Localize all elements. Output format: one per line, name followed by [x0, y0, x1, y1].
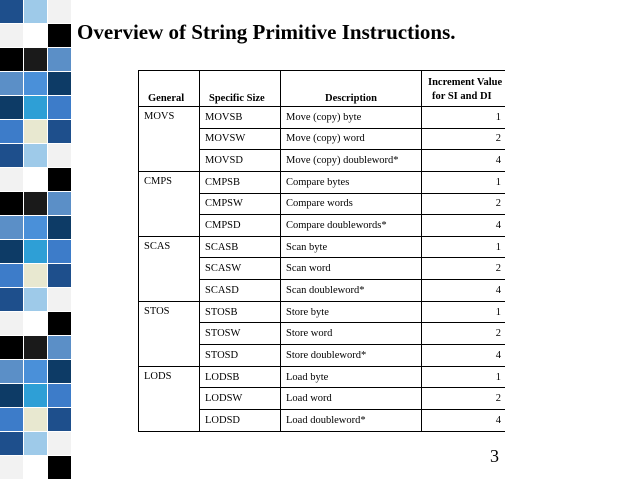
strip-tile [48, 192, 72, 216]
general-instruction-cell: STOS [139, 301, 200, 366]
strip-tile [24, 120, 48, 144]
strip-tile [24, 168, 48, 192]
strip-tile [48, 456, 72, 480]
description-cell: Move (copy) word [281, 128, 422, 150]
strip-tile [24, 408, 48, 432]
description-cell: Compare doublewords* [281, 215, 422, 237]
strip-tile [0, 312, 24, 336]
strip-tile [24, 216, 48, 240]
page-number: 3 [490, 446, 499, 466]
increment-cell: 1 [422, 236, 506, 258]
header-increment-value [422, 71, 506, 107]
strip-tile [0, 120, 24, 144]
increment-cell: 4 [422, 280, 506, 302]
table-body [139, 107, 506, 432]
strip-tile [48, 264, 72, 288]
strip-tile [24, 240, 48, 264]
description-cell: Move (copy) doubleword* [281, 150, 422, 172]
strip-tile [0, 0, 24, 24]
strip-tile [24, 360, 48, 384]
strip-tile [0, 96, 24, 120]
increment-cell: 2 [422, 193, 506, 215]
header-general: General [139, 71, 200, 107]
strip-tile [24, 24, 48, 48]
strip-tile [48, 336, 72, 360]
strip-tile [24, 456, 48, 480]
strip-tile [24, 384, 48, 408]
increment-cell: 4 [422, 150, 506, 172]
strip-tile [0, 456, 24, 480]
strip-tile [24, 264, 48, 288]
specific-size-cell: LODSB [200, 366, 281, 388]
strip-tile [48, 24, 72, 48]
strip-tile [48, 288, 72, 312]
strip-tile [0, 216, 24, 240]
table-row [139, 107, 506, 129]
strip-tile [0, 192, 24, 216]
strip-tile [48, 168, 72, 192]
strip-tile [0, 360, 24, 384]
description-cell: Move (copy) byte [281, 107, 422, 129]
header-description: Description [281, 71, 422, 107]
strip-tile [48, 432, 72, 456]
specific-size-cell: LODSW [200, 388, 281, 410]
specific-size-cell: MOVSD [200, 150, 281, 172]
specific-size-cell: SCASW [200, 258, 281, 280]
strip-tile [24, 336, 48, 360]
increment-cell: 4 [422, 345, 506, 367]
general-instruction-cell: SCAS [139, 236, 200, 301]
specific-size-cell: STOSD [200, 345, 281, 367]
strip-tile [48, 144, 72, 168]
table-header-row [139, 71, 506, 107]
strip-tile [0, 144, 24, 168]
strip-tile [48, 96, 72, 120]
header-increment-line2: for SI and DI [432, 91, 492, 102]
header-increment-line1: Increment Value [428, 77, 503, 88]
strip-tile [0, 168, 24, 192]
strip-tile [24, 0, 48, 24]
strip-tile [24, 312, 48, 336]
strip-tile [24, 96, 48, 120]
strip-tile [24, 48, 48, 72]
general-instruction-cell: LODS [139, 366, 200, 431]
description-cell: Scan doubleword* [281, 280, 422, 302]
strip-tile [0, 432, 24, 456]
slide-title: Overview of String Primitive Instructions. [77, 20, 456, 44]
strip-tile [0, 336, 24, 360]
strip-tile [48, 360, 72, 384]
strip-tile [24, 72, 48, 96]
string-primitives-table [138, 70, 505, 432]
strip-tile [0, 408, 24, 432]
strip-tile [0, 384, 24, 408]
strip-tile [0, 48, 24, 72]
description-cell: Store word [281, 323, 422, 345]
strip-tile [48, 240, 72, 264]
specific-size-cell: LODSD [200, 409, 281, 431]
strip-tile [0, 72, 24, 96]
description-cell: Scan byte [281, 236, 422, 258]
increment-cell: 2 [422, 128, 506, 150]
strip-tile [48, 120, 72, 144]
strip-tile [48, 72, 72, 96]
strip-tile [48, 48, 72, 72]
table-row [139, 236, 506, 258]
description-cell: Load doubleword* [281, 409, 422, 431]
increment-cell: 2 [422, 323, 506, 345]
description-cell: Store doubleword* [281, 345, 422, 367]
table-row [139, 171, 506, 193]
strip-tile [0, 240, 24, 264]
increment-cell: 4 [422, 215, 506, 237]
strip-tile [24, 192, 48, 216]
strip-tile [24, 144, 48, 168]
specific-size-cell: SCASD [200, 280, 281, 302]
description-cell: Compare words [281, 193, 422, 215]
increment-cell: 1 [422, 301, 506, 323]
decorative-side-strip [0, 0, 72, 479]
table-row [139, 366, 506, 388]
strip-tile [24, 432, 48, 456]
specific-size-cell: CMPSD [200, 215, 281, 237]
strip-tile [0, 24, 24, 48]
specific-size-cell: STOSW [200, 323, 281, 345]
increment-cell: 1 [422, 107, 506, 129]
strip-tile [48, 312, 72, 336]
specific-size-cell: SCASB [200, 236, 281, 258]
specific-size-cell: STOSB [200, 301, 281, 323]
specific-size-cell: MOVSW [200, 128, 281, 150]
description-cell: Load word [281, 388, 422, 410]
description-cell: Compare bytes [281, 171, 422, 193]
specific-size-cell: CMPSW [200, 193, 281, 215]
general-instruction-cell: CMPS [139, 171, 200, 236]
instruction-table-container [138, 70, 505, 432]
description-cell: Scan word [281, 258, 422, 280]
header-specific-size: Specific Size [200, 71, 281, 107]
strip-tile [24, 288, 48, 312]
strip-tile [0, 264, 24, 288]
increment-cell: 1 [422, 366, 506, 388]
increment-cell: 2 [422, 258, 506, 280]
increment-cell: 2 [422, 388, 506, 410]
description-cell: Store byte [281, 301, 422, 323]
strip-tile [0, 288, 24, 312]
description-cell: Load byte [281, 366, 422, 388]
strip-tile [48, 384, 72, 408]
specific-size-cell: MOVSB [200, 107, 281, 129]
table-row [139, 301, 506, 323]
strip-tile [48, 408, 72, 432]
increment-cell: 1 [422, 171, 506, 193]
strip-tile [48, 0, 72, 24]
strip-tile [48, 216, 72, 240]
increment-cell: 4 [422, 409, 506, 431]
specific-size-cell: CMPSB [200, 171, 281, 193]
general-instruction-cell: MOVS [139, 107, 200, 172]
